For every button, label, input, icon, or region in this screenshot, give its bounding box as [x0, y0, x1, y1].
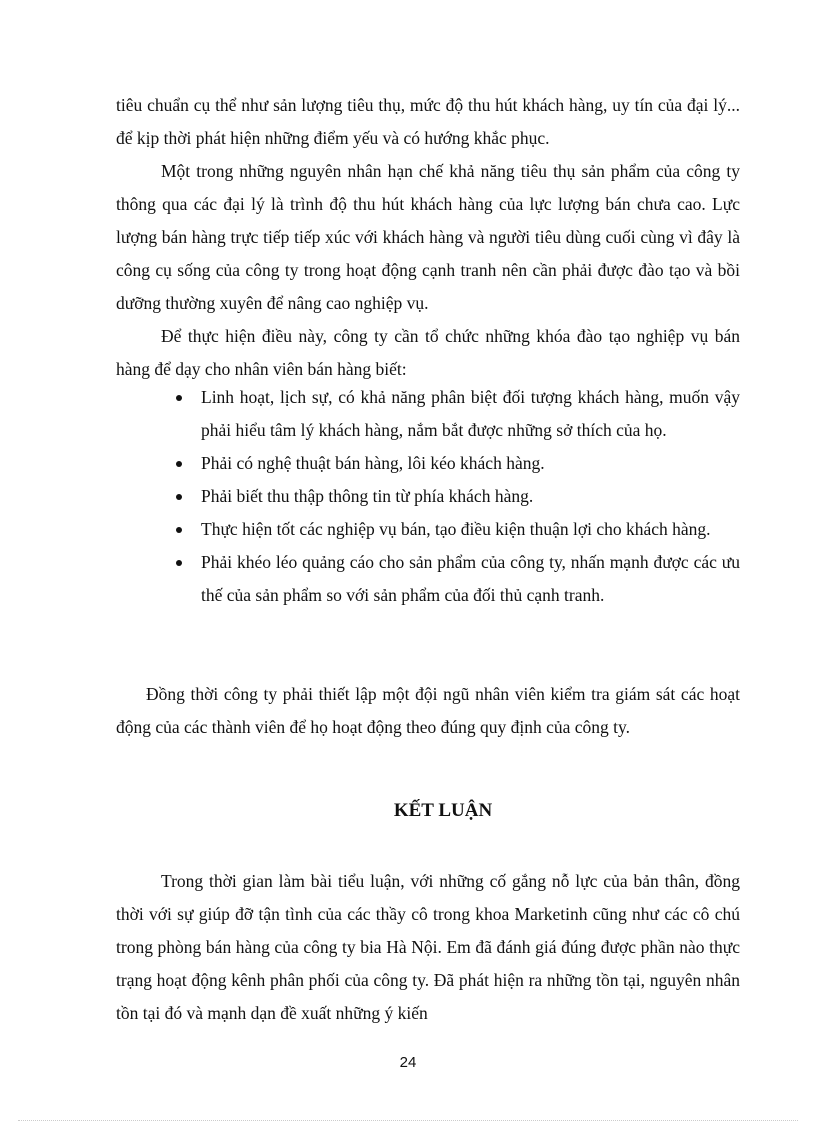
paragraph-conclusion: Trong thời gian làm bài tiểu luận, với những cố gắng nỗ lực của bản thân, đồng thời với sự giúp đỡ tận tình của các thầy cô trong khoa Marketinh cũng như các cô chú trong phòng bán hàng của công ty bia Hà Nội. Em đã đánh giá đúng được phần nào thực trạng hoạt động kênh phân phối của công ty. Đã phát hiện ra những tồn tại, nguyên nhân tồn tại đó và mạnh dạn đề xuất những ý kiến [116, 871, 740, 1023]
paragraph-continuation: tiêu chuẩn cụ thể như sản lượng tiêu thụ, mức độ thu hút khách hàng, uy tín của đại lý... để kịp thời phát hiện những điểm yếu và có hướng khắc phục. [116, 95, 740, 148]
bullet-icon [176, 560, 182, 566]
bullet-icon [176, 494, 182, 500]
list-item-text: Linh hoạt, lịch sự, có khả năng phân biệt đối tượng khách hàng, muốn vậy phải hiểu tâm lý khách hàng, nắm bắt được những sở thích của họ. [201, 387, 740, 440]
list-item [176, 381, 740, 447]
list-item-text: Phải khéo léo quảng cáo cho sản phẩm của công ty, nhấn mạnh được các ưu thế của sản phẩm so với sản phẩm của đối thủ cạnh tranh. [201, 552, 740, 605]
list-item [176, 447, 740, 480]
training-bullet-list [176, 381, 740, 612]
list-item [176, 480, 740, 513]
paragraph-training-intro: Để thực hiện điều này, công ty cần tổ chức những khóa đào tạo nghiệp vụ bán hàng để dạy cho nhân viên bán hàng biết: [116, 326, 740, 379]
list-item-text: Phải có nghệ thuật bán hàng, lôi kéo khách hàng. [201, 453, 545, 473]
section-heading: KẾT LUẬN [393, 800, 493, 821]
paragraph-sales-force: Một trong những nguyên nhân hạn chế khả năng tiêu thụ sản phẩm của công ty thông qua các đại lý là trình độ thu hút khách hàng của lực lượng bán chưa cao. Lực lượng bán hàng trực tiếp tiếp xúc với khách hàng và người tiêu dùng cuối cùng vì đây là công cụ sống của công ty trong hoạt động cạnh tranh nên cần phải được đào tạo và bồi dưỡng thường xuyên để nâng cao nghiệp vụ. [116, 161, 740, 313]
list-item [176, 513, 740, 546]
list-item-text: Phải biết thu thập thông tin từ phía khách hàng. [201, 486, 534, 506]
paragraph-supervision: Đồng thời công ty phải thiết lập một đội ngũ nhân viên kiểm tra giám sát các hoạt động của các thành viên để họ hoạt động theo đúng quy định của công ty. [116, 684, 740, 737]
list-item-text: Thực hiện tốt các nghiệp vụ bán, tạo điều kiện thuận lợi cho khách hàng. [201, 519, 711, 539]
footer-divider [18, 1120, 798, 1121]
bullet-icon [176, 395, 182, 401]
list-item [176, 546, 740, 612]
bullet-icon [176, 527, 182, 533]
bullet-icon [176, 461, 182, 467]
page-number: 24 [399, 1054, 417, 1071]
